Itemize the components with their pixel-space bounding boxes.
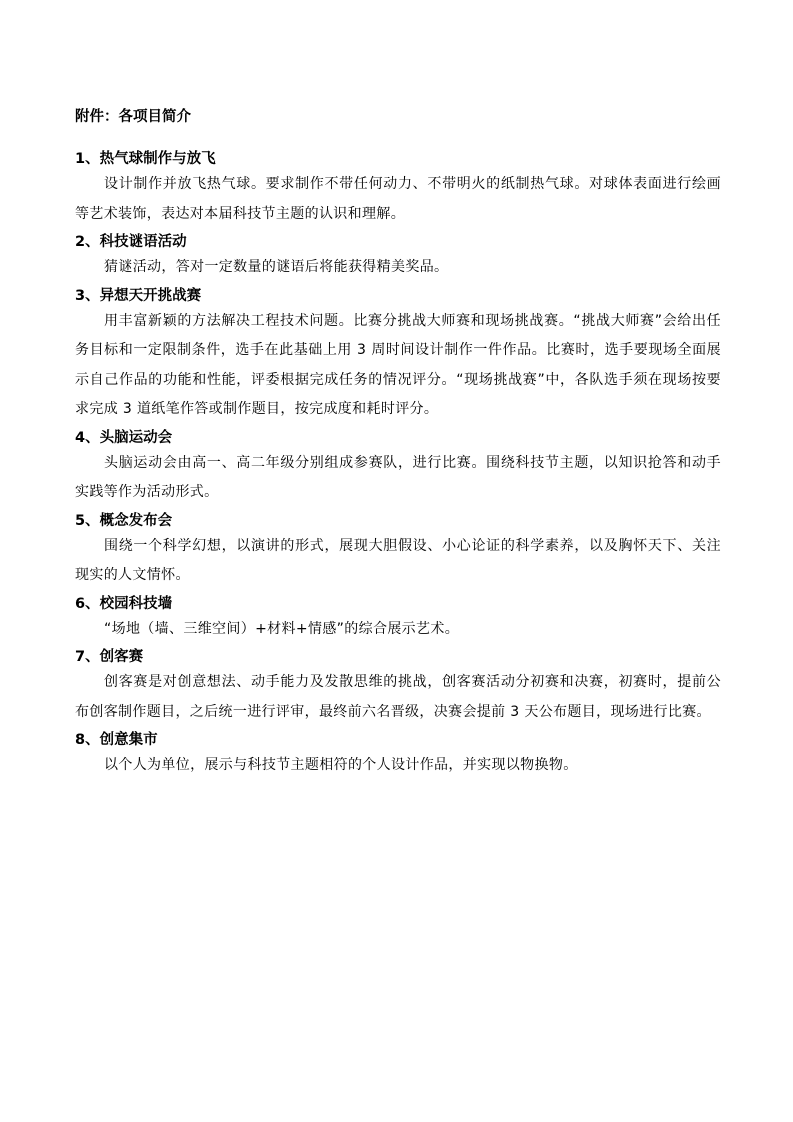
project-section-7 — [75, 644, 721, 727]
project-heading: 4、头脑运动会 — [75, 429, 173, 446]
project-description: 用丰富新颖的方法解决工程技术问题。比赛分挑战大师赛和现场挑战赛。“挑战大师赛”会给出任务目标和一定限制条件，选手在此基础上用 3 周时间设计制作一件作品。比赛时，选手要现场全面展示自己作品的功能和性能，评委根据完成任务的情况评分。“现场挑战赛”中，各队选手须在现场按要求完成 3 道纸笔作答或制作题目，按完成度和耗时评分。 — [75, 312, 721, 417]
project-heading: 8、创意集市 — [75, 732, 158, 748]
project-heading: 6、校园科技墙 — [75, 595, 173, 612]
project-heading: 2、科技谜语活动 — [75, 234, 187, 250]
project-heading: 1、热气球制作与放飞 — [75, 151, 216, 167]
project-section-2 — [75, 229, 721, 283]
project-description: 创客赛是对创意想法、动手能力及发散思维的挑战，创客赛活动分初赛和决赛，初赛时，提前公布创客制作题目，之后统一进行评审，最终前六名晋级，决赛会提前 3 天公布题目，现场进行比赛。 — [75, 674, 721, 720]
project-description: 头脑运动会由高一、高二年级分别组成参赛队，进行比赛。围绕科技节主题，以知识抢答和动手实践等作为活动形式。 — [75, 454, 721, 500]
project-description: 猜谜活动，答对一定数量的谜语后将能获得精美奖品。 — [104, 259, 449, 275]
project-description: 以个人为单位，展示与科技节主题相符的个人设计作品，并实现以物换物。 — [104, 757, 578, 773]
project-section-4 — [75, 425, 721, 508]
project-heading: 3、异想天开挑战赛 — [75, 287, 202, 304]
project-heading: 5、概念发布会 — [75, 512, 173, 529]
project-section-8 — [75, 727, 721, 781]
project-section-3 — [75, 283, 721, 425]
project-section-6 — [75, 591, 721, 645]
project-heading: 7、创客赛 — [75, 649, 144, 665]
project-list — [75, 146, 721, 781]
project-description: 设计制作并放飞热气球。要求制作不带任何动力、不带明火的纸制热气球。对球体表面进行绘画等艺术装饰，表达对本届科技节主题的认识和理解。 — [75, 176, 721, 222]
document-title: 附件：各项目简介 — [75, 109, 191, 125]
project-description: 围绕一个科学幻想，以演讲的形式，展现大胆假设、小心论证的科学素养，以及胸怀天下、关注现实的人文情怀。 — [75, 537, 721, 583]
project-section-1 — [75, 146, 721, 229]
project-description: “场地（墙、三维空间）+材料+情感”的综合展示艺术。 — [104, 620, 460, 637]
project-section-5 — [75, 508, 721, 591]
